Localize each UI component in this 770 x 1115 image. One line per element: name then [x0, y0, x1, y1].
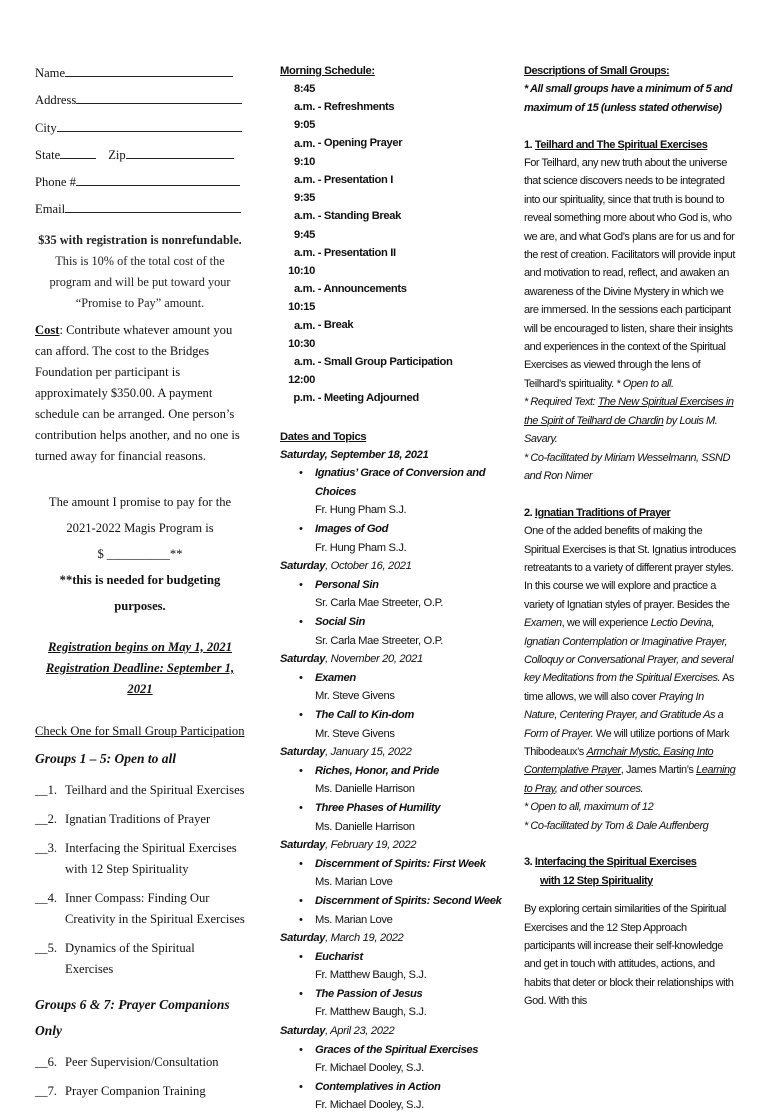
bullet-icon: •: [299, 523, 303, 536]
address-field[interactable]: [35, 89, 245, 116]
descriptions-title: Descriptions of Small Groups:: [524, 65, 670, 77]
session-topic: [280, 706, 505, 725]
session-presenter: Mr. Steve Givens: [315, 690, 395, 703]
session-date: [280, 929, 505, 948]
schedule-event: - Break: [315, 319, 354, 332]
schedule-time: 9:10 a.m.: [294, 155, 315, 187]
group-1-required-author: by Louis M. Savary.: [524, 414, 718, 446]
sessions-list: [280, 446, 505, 1115]
session-topic: [280, 948, 505, 967]
registration-begins: Registration begins on May 1, 2021: [47, 639, 233, 654]
session-topic-title: Personal Sin: [315, 578, 379, 591]
schedule-time: 10:30 a.m.: [288, 337, 315, 369]
group-2-number: 2.: [524, 506, 535, 519]
group-option-number[interactable]: __2.: [35, 811, 58, 826]
session-topic-title: Images of God: [315, 523, 389, 536]
session-presenter: [280, 911, 505, 930]
schedule-time: 9:45 a.m.: [294, 228, 315, 259]
group-2-body-b: , we will experience: [561, 617, 651, 630]
zip-label: Zip: [108, 147, 126, 162]
name-label: Name: [35, 66, 66, 80]
session-date-text: , April 23, 2022: [325, 1025, 395, 1038]
session-topic-title: Three Phases of Humility: [315, 801, 441, 814]
group-options-6-7: [35, 1052, 245, 1102]
fee-note-bold: $35 with registration is nonrefundable.: [38, 232, 242, 247]
promise-block: [35, 489, 245, 619]
session-presenter: Fr. Michael Dooley, S.J.: [315, 1062, 424, 1075]
group-option[interactable]: [35, 888, 245, 930]
groups-6-7-heading: Groups 6 & 7: Prayer Companions Only: [35, 996, 230, 1038]
group-3-title-line-2: [524, 872, 739, 890]
session-topic-title: Discernment of Spirits: Second Week: [315, 894, 502, 907]
group-option-label: Dynamics of the Spiritual Exercises: [65, 940, 195, 976]
session-topic: [280, 613, 505, 632]
bullet-icon: •: [299, 467, 303, 480]
group-option[interactable]: [35, 938, 245, 980]
group-2-styles-2: Praying In Nature, Centering Prayer, and Gratitude As a Form of Prayer.: [524, 690, 724, 740]
session-date: [280, 836, 505, 855]
group-2-styles: Lectio Devina, Ignatian Contemplation or Imaginative Prayer, Colloquy or Conversational Prayer, and several key Meditations from the Spiritual Exercises.: [524, 617, 734, 685]
group-1-required-book: The New Spiritual Exercises in the Spirit of Teilhard de Chardin: [524, 396, 734, 427]
registration-dates: [35, 637, 245, 700]
session-day: Saturday: [280, 746, 326, 759]
session-topic-title: Graces of the Spiritual Exercises: [315, 1043, 479, 1056]
bullet-icon: •: [299, 578, 303, 591]
group-2-body: [524, 522, 739, 798]
bullet-icon: •: [299, 708, 303, 721]
session-presenter: Sr. Carla Mae Streeter, O.P.: [315, 597, 444, 610]
group-option-number[interactable]: __5.: [35, 940, 58, 955]
session-day: Saturday: [280, 839, 326, 852]
phone-field[interactable]: [35, 171, 245, 198]
group-2-book-2: Learning to Pray: [524, 764, 736, 795]
state-zip-field[interactable]: [35, 144, 245, 171]
promise-note: **this is needed for budgeting purposes.: [59, 572, 221, 613]
group-option-label: Inner Compass: Finding Our Creativity in the Spiritual Exercises: [65, 890, 245, 926]
session-date: [280, 1022, 505, 1041]
session-topic-title: Examen: [315, 671, 356, 684]
morning-schedule-title: Morning Schedule:: [280, 65, 375, 77]
session-day: Saturday: [280, 932, 326, 945]
schedule-row: [280, 262, 505, 298]
group-2-title: [524, 504, 739, 522]
promise-line-1: The amount I promise to pay for the: [48, 494, 232, 509]
state-label: State: [35, 147, 61, 162]
session-presenter-name: Ms. Marian Love: [315, 913, 393, 926]
session-day: Saturday: [280, 448, 325, 461]
group-option-label: Prayer Companion Training: [65, 1083, 206, 1098]
session-day: Saturday: [280, 1025, 326, 1038]
session-presenter: Ms. Danielle Harrison: [315, 783, 415, 796]
session-date: [280, 743, 505, 762]
group-2-body-c: As time allows, we will also cover: [524, 672, 735, 703]
name-blank[interactable]: [65, 62, 233, 77]
schedule-event: - Announcements: [315, 283, 407, 296]
session-date: [280, 557, 505, 576]
email-blank[interactable]: [65, 198, 241, 213]
group-2-open: * Open to all, maximum of 12: [524, 801, 654, 814]
schedule-row: [280, 371, 505, 407]
group-option-label: Peer Supervision/Consultation: [65, 1054, 219, 1069]
schedule-column: [280, 62, 505, 1115]
groups-1-5-heading: Groups 1 – 5: Open to all: [35, 750, 177, 766]
session-presenter: Fr. Hung Pham S.J.: [315, 541, 407, 554]
bullet-icon: •: [299, 857, 303, 870]
session-topic: [280, 762, 505, 781]
bullet-icon: •: [299, 1043, 303, 1056]
session-topic: [280, 576, 505, 595]
session-presenter: Fr. Michael Dooley, S.J.: [315, 1099, 424, 1112]
group-1-cofacilitators: * Co-facilitated by Miriam Wesselmann, SSND and Ron Nimer: [524, 451, 731, 482]
check-one-heading: Check One for Small Group Participation: [35, 723, 245, 738]
promise-amount[interactable]: $ __________**: [97, 546, 183, 561]
session-date-text: , March 19, 2022: [325, 932, 404, 945]
city-blank[interactable]: [57, 117, 242, 132]
session-topic-title: Eucharist: [315, 950, 363, 963]
group-3-title: [524, 853, 739, 871]
registration-deadline: Registration Deadline: September 1, 2021: [45, 660, 235, 696]
group-2-body-d: We will utilize portions of Mark Thibodeaux’s: [524, 727, 730, 758]
group-option[interactable]: [35, 780, 245, 801]
promise-line-2: 2021-2022 Magis Program is: [66, 520, 214, 535]
schedule-event: - Refreshments: [315, 101, 395, 114]
phone-blank[interactable]: [76, 171, 240, 186]
session-presenter: Sr. Carla Mae Streeter, O.P.: [315, 634, 444, 647]
bullet-icon: •: [299, 671, 303, 684]
bullet-icon: •: [299, 987, 303, 1000]
schedule-time: 10:15 a.m.: [288, 301, 315, 332]
session-presenter: Fr. Hung Pham S.J.: [315, 504, 407, 517]
schedule-event: - Presentation I: [315, 174, 393, 187]
group-2-body-e: , James Martin’s: [620, 764, 697, 777]
group-2-title-text: Ignatian Traditions of Prayer: [534, 506, 671, 519]
session-date-text: , November 20, 2021: [325, 653, 423, 666]
session-date-text: , February 19, 2022: [325, 839, 417, 852]
session-date: [280, 446, 505, 465]
schedule-event: - Meeting Adjourned: [315, 392, 419, 405]
group-option[interactable]: [35, 1052, 245, 1073]
session-topic: [280, 1078, 505, 1097]
session-presenter: Ms. Marian Love: [315, 876, 393, 889]
schedule-event: - Opening Prayer: [315, 137, 403, 150]
bullet-icon: •: [299, 1080, 303, 1093]
schedule-event: - Small Group Participation: [315, 356, 453, 369]
session-presenter: Mr. Steve Givens: [315, 727, 395, 740]
group-3-body: By exploring certain similarities of the Spiritual Exercises and the 12 Step Approach participants will increase their self-knowledge and get in touch with attitudes, actions, and habits that deter or block their relationships with God. With this: [524, 903, 734, 1008]
session-topic-title: Contemplatives in Action: [315, 1080, 441, 1093]
session-topic-title: Ignatius’ Grace of Conversion and Choices: [315, 467, 486, 498]
phone-label: Phone #: [35, 175, 76, 190]
group-3-number: 3.: [524, 856, 535, 869]
schedule-row: [280, 189, 505, 225]
schedule-row: [280, 298, 505, 334]
schedule-time: 12:00 p.m.: [288, 374, 315, 405]
bullet-icon: •: [299, 950, 303, 963]
session-topic: [280, 855, 505, 874]
state-blank[interactable]: [60, 144, 96, 159]
group-option[interactable]: [35, 838, 245, 880]
schedule-time: 9:35 a.m.: [294, 192, 315, 223]
descriptions-column: [524, 62, 739, 1011]
group-option-label: Interfacing the Spiritual Exercises with 12 Step Spirituality: [65, 840, 237, 876]
group-option-number[interactable]: __3.: [35, 840, 58, 855]
group-option[interactable]: [35, 1081, 245, 1102]
dates-topics-title: Dates and Topics: [280, 430, 367, 443]
email-label: Email: [35, 202, 66, 217]
group-1-body: [524, 154, 739, 393]
session-day: Saturday: [280, 653, 326, 666]
session-topic: [280, 985, 505, 1004]
session-topic: [280, 892, 505, 911]
session-topic-title: Discernment of Spirits: First Week: [315, 857, 486, 870]
schedule-row: [280, 80, 505, 116]
group-1-required: [524, 393, 739, 448]
morning-schedule-list: [280, 80, 505, 408]
cost-paragraph: [35, 320, 245, 467]
group-2-examen: Examen: [524, 617, 562, 630]
schedule-time: 9:05 a.m.: [294, 119, 315, 150]
session-day: Saturday: [280, 560, 326, 573]
session-date-text: , September 18, 2021: [324, 448, 429, 461]
group-option-number[interactable]: __4.: [35, 890, 58, 905]
group-option-number[interactable]: __6.: [35, 1054, 58, 1069]
session-date-text: , October 16, 2021: [325, 560, 412, 573]
bullet-icon: •: [299, 616, 303, 628]
registration-form-column: [35, 62, 245, 1102]
group-option-label: Teilhard and the Spiritual Exercises: [65, 782, 245, 797]
session-topic-title: The Passion of Jesus: [315, 987, 423, 1000]
name-field[interactable]: [35, 62, 245, 89]
schedule-row: [280, 335, 505, 371]
session-topic: [280, 520, 505, 539]
group-1-number: 1.: [524, 138, 535, 151]
session-topic: [280, 799, 505, 818]
session-presenter: Fr. Matthew Baugh, S.J.: [315, 969, 427, 982]
schedule-row: [280, 153, 505, 189]
group-option-label: Ignatian Traditions of Prayer: [65, 811, 211, 826]
bullet-icon: •: [299, 801, 303, 814]
session-topic-title: Social Sin: [315, 616, 365, 628]
cost-text: : Contribute whatever amount you can afford. The cost to the Bridges Foundation per participant is approximately $350.00. A payment schedule can be arranged. One person’s contribution helps another, and no one is turned away for financial reasons.: [35, 322, 240, 463]
group-1-open: * Open to all.: [616, 377, 674, 390]
city-label: City: [35, 120, 57, 135]
group-2-book-1: Armchair Mystic, Easing Into Contemplative Prayer: [524, 746, 714, 777]
group-option-number[interactable]: __7.: [35, 1083, 58, 1098]
fee-note-text: This is 10% of the total cost of the program and will be put toward your “Promise to Pay” amount.: [49, 253, 231, 310]
group-3-title-a: Interfacing the Spiritual Exercises: [534, 856, 697, 869]
email-field[interactable]: [35, 198, 245, 225]
bullet-icon: •: [299, 913, 303, 926]
group-3-title-b: with 12 Step Spirituality: [540, 874, 653, 887]
group-1-title: [524, 136, 739, 154]
session-presenter: Fr. Matthew Baugh, S.J.: [315, 1006, 427, 1019]
schedule-row: [280, 226, 505, 262]
bullet-icon: •: [299, 764, 303, 777]
session-topic: [280, 464, 505, 501]
descriptions-subtitle: * All small groups have a minimum of 5 and maximum of 15 (unless stated otherwise): [524, 83, 733, 114]
address-blank[interactable]: [76, 89, 242, 104]
session-topic: [280, 1041, 505, 1060]
group-option[interactable]: [35, 809, 245, 830]
group-1-title-text: Teilhard and The Spiritual Exercises: [534, 138, 708, 151]
schedule-event: - Standing Break: [315, 210, 402, 223]
group-1-required-prefix: * Required Text:: [524, 396, 598, 409]
group-option-number[interactable]: __1.: [35, 782, 58, 797]
session-topic: [280, 669, 505, 688]
session-date: [280, 650, 505, 669]
schedule-row: [280, 116, 505, 152]
session-date-text: , January 15, 2022: [325, 746, 412, 759]
address-label: Address: [35, 93, 77, 108]
group-options-1-5: [35, 780, 245, 980]
fee-note: [35, 230, 245, 314]
schedule-time: 10:10 a.m.: [288, 265, 315, 296]
city-field[interactable]: [35, 117, 245, 144]
group-2-body-f: , and other sources.: [554, 782, 644, 795]
session-topic-title: Riches, Honor, and Pride: [315, 764, 440, 777]
zip-blank[interactable]: [126, 144, 234, 159]
schedule-event: - Presentation II: [315, 246, 396, 259]
session-presenter: Ms. Danielle Harrison: [315, 820, 415, 833]
group-2-body-a: One of the added benefits of making the Spiritual Exercises is that St. Ignatius introduces retreatants to a variety of different prayer styles. In this course we will explore and practice a variety of Ignatian styles of prayer. Besides the: [524, 525, 736, 611]
schedule-time: 8:45 a.m.: [294, 83, 315, 114]
group-1-body-text: For Teilhard, any new truth about the universe that science discovers needs to be integrated into our spirituality, since that truth is bound to reveal something more about who God is, who we are, and what God’s plans are for us and for the rest of creation. Facilitators will provide input and motivation to read, reflect, and awaken an awareness of the Divine Mystery in which we are immersed. In the sessions each participant will be encouraged to listen, share their insights and experiences in the context of the Spiritual Exercises as viewed through the lens of Teilhard’s spirituality.: [524, 157, 735, 390]
cost-label: Cost: [35, 322, 60, 337]
group-2-cofacilitators: * Co-facilitated by Tom & Dale Auffenberg: [524, 819, 709, 832]
session-topic-title: The Call to Kin-dom: [315, 708, 415, 721]
bullet-icon: •: [299, 894, 303, 907]
